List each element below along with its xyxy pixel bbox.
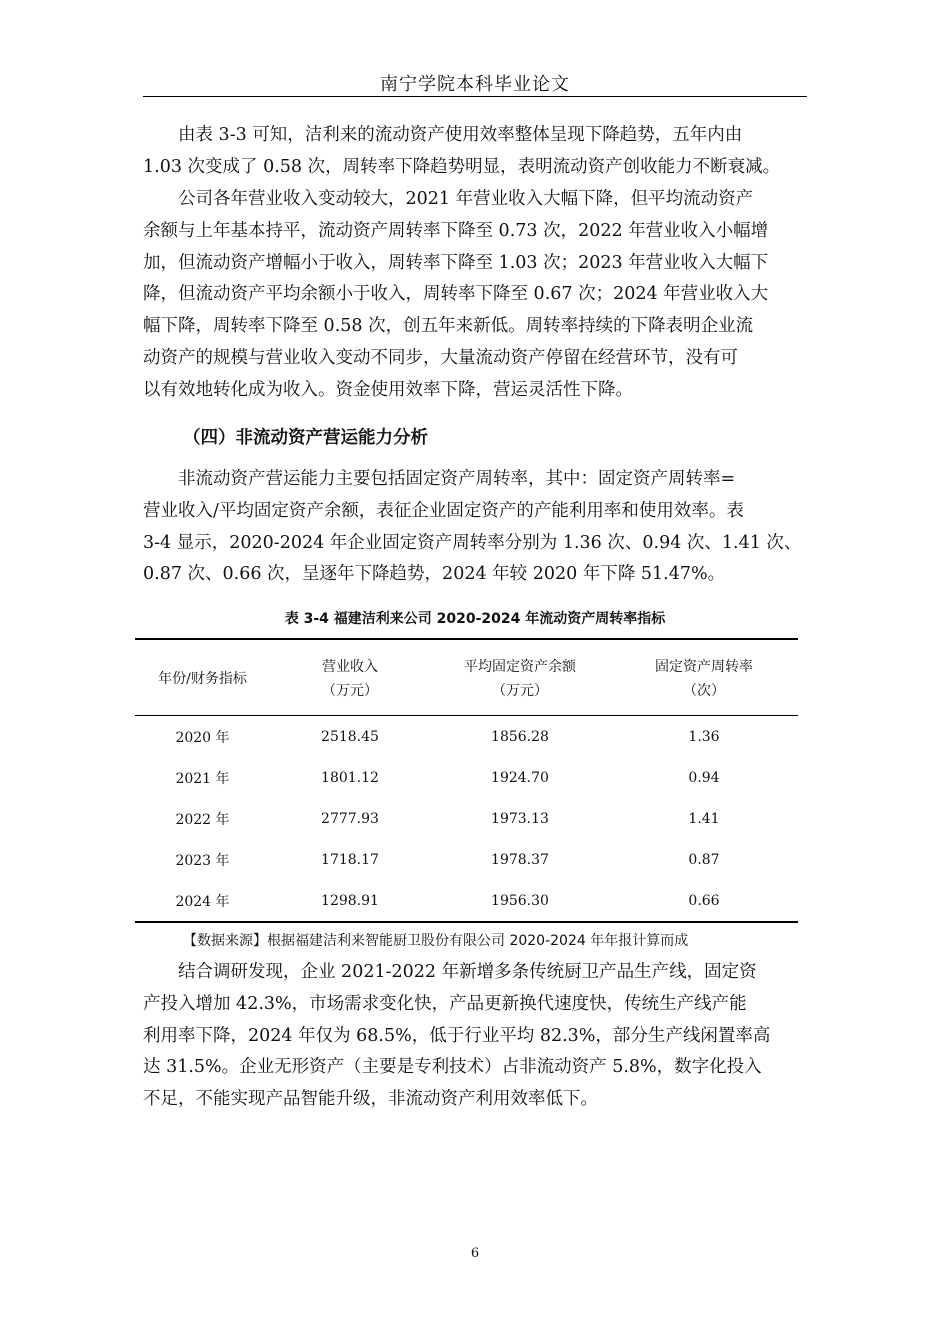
paragraph-line: 幅下降，周转率下降至 0.58 次，创五年来新低。周转率持续的下降表明企业流 [143,316,754,337]
table-cell: 2021 年 [175,770,230,787]
table-caption: 表 3-4 福建洁利来公司 2020-2024 年流动资产周转率指标 [284,611,666,627]
column-header-label: 固定资产周转率 [655,658,753,675]
paragraph-line: 1.03 次变成了 0.58 次，周转率下降趋势明显，表明流动资产创收能力不断衰减。 [143,156,781,177]
column-header-unit: （万元） [322,682,378,699]
paragraph-line: 利用率下降，2024 年仅为 68.5%，低于行业平均 82.3%，部分生产线闲置率高 [143,1025,771,1046]
table-cell: 2024 年 [175,893,230,910]
table-row [135,757,798,798]
page-header-title: 南宁学院本科毕业论文 [380,74,570,95]
paragraph-line: 结合调研发现，企业 2021-2022 年新增多条传统厨卫产品生产线，固定资 [143,962,757,982]
table-cell: 1973.13 [491,810,549,827]
paragraph-line: 降，但流动资产平均余额小于收入，周转率下降至 0.67 次；2024 年营业收入大 [143,284,769,305]
paragraph-line: 非流动资产营运能力主要包括固定资产周转率，其中：固定资产周转率= [143,469,736,489]
paragraph-line: 以有效地转化成为收入。资金使用效率下降，营运灵活性下降。 [143,379,633,400]
table-cell: 2022 年 [175,811,230,828]
column-header [430,639,610,716]
paragraph-line: 余额与上年基本持平，流动资产周转率下降至 0.73 次，2022 年营业收入小幅增 [143,220,769,241]
table-row [135,798,798,839]
table-cell: 1856.28 [491,728,549,745]
column-header [270,639,430,716]
column-header-label: 年份/财务指标 [158,670,247,687]
table-cell: 1801.12 [321,769,379,786]
table-row [135,839,798,880]
table-cell: 0.66 [688,892,720,909]
paragraph-line: 产投入增加 42.3%，市场需求变化快，产品更新换代速度快，传统生产线产能 [143,993,747,1014]
paragraph-line: 达 31.5%。企业无形资产（主要是专利技术）占非流动资产 5.8%，数字化投入 [143,1057,762,1078]
paragraph-line: 不足，不能实现产品智能升级，非流动资产利用效率低下。 [143,1089,598,1110]
section-heading: （四）非流动资产营运能力分析 [183,428,428,448]
column-header [610,639,798,716]
table-cell: 1.36 [688,728,720,745]
paragraph-line: 营业收入/平均固定资产余额，表征企业固定资产的产能利用率和使用效率。表 [143,500,744,521]
table-cell: 2518.45 [321,728,379,745]
paragraph-4 [143,957,807,1116]
paragraph-line: 加，但流动资产增幅小于收入，周转率下降至 1.03 次；2023 年营业收入大幅下 [143,252,769,273]
paragraph-line: 公司各年营业收入变动较大，2021 年营业收入大幅下降，但平均流动资产 [143,189,754,209]
column-header [135,639,270,716]
paragraph-line: 动资产的规模与营业收入变动不同步，大量流动资产停留在经营环节，没有可 [143,347,738,368]
table-cell: 0.87 [688,851,720,868]
table-cell: 1.41 [688,810,720,827]
table-cell: 1718.17 [321,851,379,868]
table-cell: 2020 年 [175,729,230,746]
paragraph-3 [143,464,807,591]
paragraph-line: 由表 3-3 可知，洁利来的流动资产使用效率整体呈现下降趋势，五年内由 [143,125,743,145]
column-header-label: 营业收入 [322,658,378,675]
page-number: 6 [470,1246,480,1261]
table-cell: 1978.37 [491,851,549,868]
data-source-note: 【数据来源】根据福建洁利来智能厨卫股份有限公司 2020-2024 年年报计算而成 [183,933,689,949]
table-cell: 2777.93 [321,810,379,827]
paragraph-line: 0.87 次、0.66 次，呈逐年下降趋势，2024 年较 2020 年下降 51.47%。 [143,564,726,585]
table-row [135,716,798,758]
column-header-unit: （次） [683,682,725,699]
table-cell: 1924.70 [491,769,549,786]
table-cell: 0.94 [688,769,720,786]
table-header-row [135,639,798,716]
table-cell: 1956.30 [491,892,549,909]
column-header-label: 平均固定资产余额 [464,658,576,675]
table-row [135,880,798,922]
turnover-table [135,638,798,923]
table-cell: 2023 年 [175,852,230,869]
header-divider [143,96,807,97]
paragraph-2 [143,184,807,407]
table-cell: 1298.91 [321,892,379,909]
paragraph-line: 3-4 显示，2020-2024 年企业固定资产周转率分别为 1.36 次、0.94 次、1.41 次、 [143,532,802,553]
paragraph-1 [143,120,807,184]
column-header-unit: （万元） [492,682,548,699]
